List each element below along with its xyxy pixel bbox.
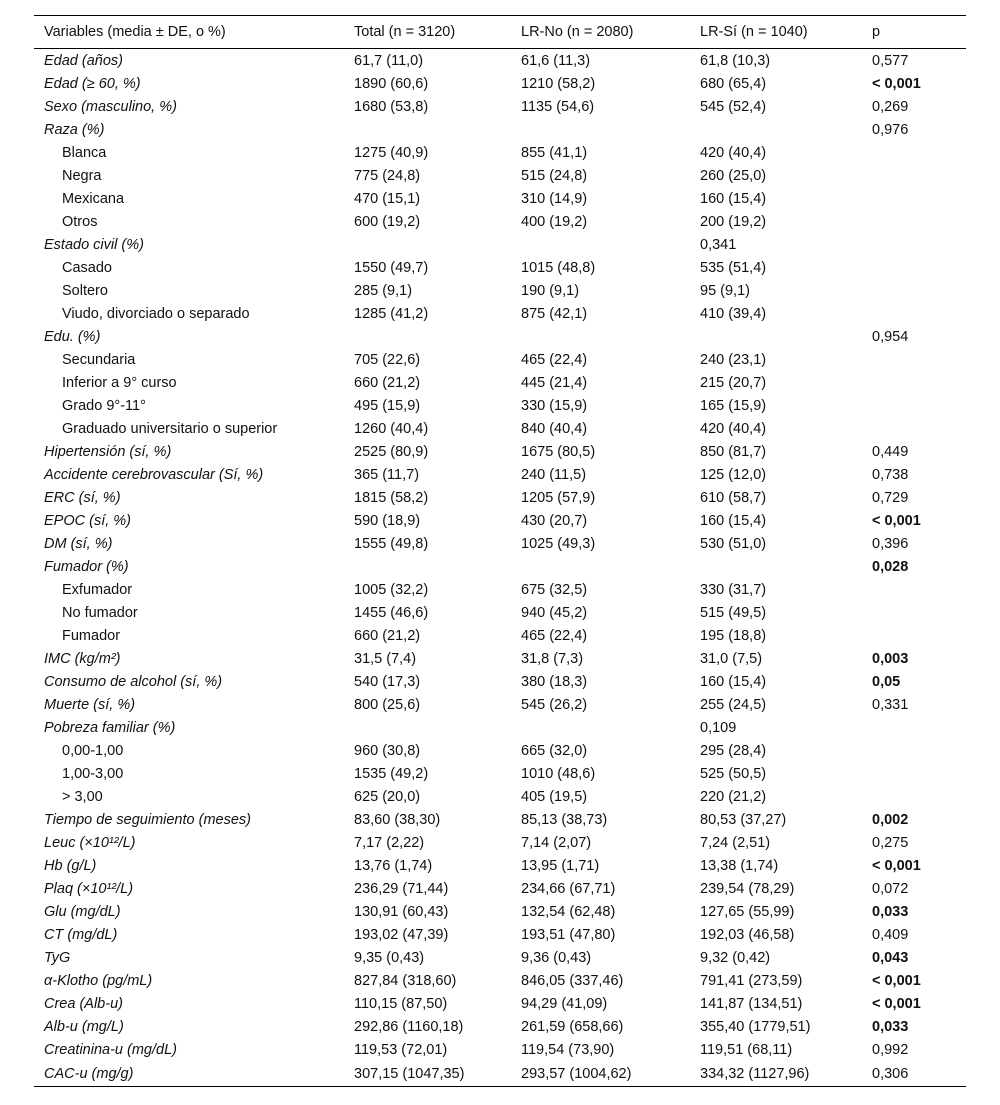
table-row [34,624,966,647]
lr-no-value: 61,6 (11,3) [521,52,591,69]
table-row [34,946,966,969]
p-value: 0,269 [872,98,909,115]
lr-no-value: 1210 (58,2) [521,75,596,92]
table-row [34,279,966,302]
lr-no-value: 405 (19,5) [521,788,588,805]
p-value: 0,05 [872,673,901,690]
total-value: 285 (9,1) [354,282,413,299]
lr-si-value: 330 (31,7) [700,581,767,598]
row-label: Grado 9°-11° [62,397,146,414]
p-value [862,624,966,647]
table-row [34,394,966,417]
p-value: 0,992 [872,1041,909,1058]
table-row [34,785,966,808]
total-value: 1275 (40,9) [354,144,429,161]
lr-si-value: 260 (25,0) [700,167,767,184]
total-value: 61,7 (11,0) [354,52,424,69]
total-value: 7,17 (2,22) [354,834,425,851]
lr-si-value: 239,54 (78,29) [700,880,795,897]
table-row [34,1015,966,1038]
row-label: Accidente cerebrovascular (Sí, %) [44,466,264,483]
p-value [862,601,966,624]
p-value [862,739,966,762]
header-lr-no: LR-No (n = 2080) [511,16,690,49]
lr-no-value: 310 (14,9) [521,190,588,207]
table-row [34,992,966,1015]
p-value: < 0,001 [872,857,921,874]
row-label: Viudo, divorciado o separado [62,305,250,322]
row-label: Edu. (%) [44,328,101,345]
lr-si-value: 127,65 (55,99) [700,903,795,920]
lr-no-value [511,118,690,141]
p-value: 0,577 [872,52,909,69]
total-value: 540 (17,3) [354,673,421,690]
lr-no-value: 380 (18,3) [521,673,588,690]
row-label: Estado civil (%) [44,236,144,253]
row-label: Creatinina-u (mg/dL) [44,1041,177,1058]
lr-no-value: 465 (22,4) [521,627,588,644]
lr-no-value: 7,14 (2,07) [521,834,592,851]
total-value: 119,53 (72,01) [354,1041,448,1058]
table-row [34,1061,966,1087]
row-label: Plaq (×10¹²/L) [44,880,134,897]
row-label: Inferior a 9° curso [62,374,177,391]
lr-no-value: 465 (22,4) [521,351,588,368]
p-value [862,164,966,187]
row-label: Pobreza familiar (%) [44,719,176,736]
table-body [34,49,966,1087]
row-label: Raza (%) [44,121,105,138]
lr-si-value: 119,51 (68,11) [700,1041,793,1058]
row-label: 0,00-1,00 [62,742,124,759]
row-label: CT (mg/dL) [44,926,118,943]
row-label: > 3,00 [62,788,103,805]
lr-si-value: 160 (15,4) [700,512,767,529]
lr-no-value: 855 (41,1) [521,144,588,161]
header-total: Total (n = 3120) [344,16,511,49]
lr-si-value: 0,341 [700,236,737,253]
lr-si-value: 165 (15,9) [700,397,767,414]
total-value: 83,60 (38,30) [354,811,441,828]
total-value: 470 (15,1) [354,190,421,207]
p-value: 0,003 [872,650,909,667]
total-value [344,716,511,739]
lr-si-value: 13,38 (1,74) [700,857,779,874]
table-row [34,808,966,831]
lr-si-value: 200 (19,2) [700,213,767,230]
p-value: 0,043 [872,949,909,966]
lr-si-value: 80,53 (37,27) [700,811,787,828]
lr-no-value: 1015 (48,8) [521,259,596,276]
lr-no-value: 445 (21,4) [521,374,588,391]
row-label: 1,00-3,00 [62,765,124,782]
lr-no-value [511,555,690,578]
lr-no-value: 193,51 (47,80) [521,926,616,943]
total-value: 193,02 (47,39) [354,926,449,943]
lr-si-value: 515 (49,5) [700,604,767,621]
row-label: Alb-u (mg/L) [44,1018,124,1035]
lr-no-value: 261,59 (658,66) [521,1018,624,1035]
p-value: 0,976 [872,121,909,138]
lr-no-value [511,233,690,256]
table-row [34,1038,966,1061]
lr-si-value [690,555,862,578]
lr-si-value: 295 (28,4) [700,742,767,759]
row-label: Consumo de alcohol (sí, %) [44,673,223,690]
lr-si-value: 9,32 (0,42) [700,949,771,966]
lr-si-value: 7,24 (2,51) [700,834,771,851]
total-value: 307,15 (1047,35) [344,1061,511,1087]
table-row [34,141,966,164]
p-value: 0,033 [872,903,909,920]
row-label: α-Klotho (pg/mL) [44,972,153,989]
p-value: 0,028 [872,558,909,575]
table-row [34,417,966,440]
table-row [34,739,966,762]
lr-si-value: 535 (51,4) [700,259,767,276]
total-value: 660 (21,2) [354,627,421,644]
table-row [34,118,966,141]
table-row [34,601,966,624]
table-row [34,555,966,578]
row-label: Muerte (sí, %) [44,696,136,713]
p-value: 0,002 [872,811,909,828]
lr-si-value: 31,0 (7,5) [700,650,763,667]
total-value: 365 (11,7) [354,466,420,483]
lr-no-value: 400 (19,2) [521,213,588,230]
p-value: 0,072 [872,880,909,897]
table-row [34,969,966,992]
lr-no-value: 1135 (54,6) [521,98,595,115]
lr-no-value: 675 (32,5) [521,581,588,598]
lr-si-value: 410 (39,4) [700,305,767,322]
row-label: Sexo (masculino, %) [44,98,177,115]
header-p: p [862,16,966,49]
total-value: 827,84 (318,60) [354,972,457,989]
total-value: 775 (24,8) [354,167,421,184]
table-row [34,923,966,946]
total-value [344,118,511,141]
lr-no-value: 94,29 (41,09) [521,995,608,1012]
row-label: Glu (mg/dL) [44,903,121,920]
lr-no-value: 430 (20,7) [521,512,588,529]
table-row [34,233,966,256]
row-label: Secundaria [62,351,136,368]
row-label: Leuc (×10¹²/L) [44,834,136,851]
header-row [34,16,966,49]
row-label: DM (sí, %) [44,535,113,552]
total-value: 1680 (53,8) [354,98,429,115]
lr-no-value: 1205 (57,9) [521,489,596,506]
row-label: Fumador (%) [44,558,129,575]
table-row [34,72,966,95]
lr-no-value: 119,54 (73,90) [521,1041,615,1058]
table-row [34,854,966,877]
total-value: 625 (20,0) [354,788,421,805]
p-value: 0,396 [872,535,909,552]
table-row [34,187,966,210]
p-value [862,417,966,440]
p-value [862,187,966,210]
lr-no-value: 940 (45,2) [521,604,588,621]
baseline-characteristics-table [34,15,966,1087]
p-value: < 0,001 [872,75,921,92]
total-value: 236,29 (71,44) [354,880,449,897]
lr-no-value: 665 (32,0) [521,742,588,759]
table-row [34,49,966,73]
lr-si-value: 160 (15,4) [700,190,767,207]
p-value: 0,738 [872,466,909,483]
lr-si-value: 791,41 (273,59) [700,972,803,989]
p-value: < 0,001 [872,995,921,1012]
total-value: 660 (21,2) [354,374,421,391]
row-label: Mexicana [62,190,125,207]
lr-si-value: 61,8 (10,3) [700,52,771,69]
table-row [34,440,966,463]
lr-no-value: 190 (9,1) [521,282,580,299]
p-value [862,785,966,808]
lr-no-value: 132,54 (62,48) [521,903,616,920]
lr-no-value: 515 (24,8) [521,167,588,184]
lr-no-value: 240 (11,5) [521,466,587,483]
p-value [862,302,966,325]
total-value [344,555,511,578]
table-row [34,762,966,785]
total-value: 590 (18,9) [354,512,421,529]
lr-si-value: 95 (9,1) [700,282,750,299]
lr-si-value: 610 (58,7) [700,489,767,506]
table-row [34,256,966,279]
total-value: 1550 (49,7) [354,259,429,276]
table-row [34,578,966,601]
p-value [862,233,966,256]
lr-si-value: 220 (21,2) [700,788,767,805]
total-value: 705 (22,6) [354,351,421,368]
table-row [34,463,966,486]
total-value: 495 (15,9) [354,397,421,414]
total-value: 1005 (32,2) [354,581,429,598]
header-variables: Variables (media ± DE, o %) [34,16,344,49]
table-row [34,302,966,325]
table-row [34,164,966,187]
lr-si-value: 0,109 [700,719,737,736]
p-value: 0,449 [872,443,909,460]
lr-si-value: 215 (20,7) [700,374,767,391]
row-label: Exfumador [62,581,133,598]
lr-si-value: 850 (81,7) [700,443,767,460]
p-value [862,371,966,394]
lr-no-value: 1675 (80,5) [521,443,596,460]
lr-si-value: 530 (51,0) [700,535,767,552]
total-value: 1285 (41,2) [354,305,429,322]
lr-no-value: 840 (40,4) [521,420,588,437]
lr-si-value [690,118,862,141]
row-label: Blanca [62,144,107,161]
p-value: 0,729 [872,489,909,506]
lr-no-value: 545 (26,2) [521,696,588,713]
total-value: 1815 (58,2) [354,489,429,506]
lr-no-value: 293,57 (1004,62) [511,1061,690,1087]
lr-no-value: 85,13 (38,73) [521,811,608,828]
total-value: 800 (25,6) [354,696,421,713]
total-value: 1535 (49,2) [354,765,429,782]
table-row [34,716,966,739]
p-value: 0,306 [862,1061,966,1087]
lr-si-value: 355,40 (1779,51) [700,1018,811,1035]
total-value: 1555 (49,8) [354,535,429,552]
total-value: 1260 (40,4) [354,420,429,437]
lr-no-value: 846,05 (337,46) [521,972,624,989]
row-label: TyG [44,949,71,966]
total-value: 31,5 (7,4) [354,650,417,667]
lr-si-value: 192,03 (46,58) [700,926,795,943]
table-row [34,371,966,394]
lr-no-value: 234,66 (67,71) [521,880,616,897]
p-value [862,578,966,601]
table-row [34,670,966,693]
lr-si-value: 195 (18,8) [700,627,767,644]
row-label: Crea (Alb-u) [44,995,123,1012]
table-row [34,486,966,509]
lr-si-value: 334,32 (1127,96) [690,1061,862,1087]
row-label: No fumador [62,604,138,621]
table-row [34,877,966,900]
row-label: Tiempo de seguimiento (meses) [44,811,251,828]
lr-si-value: 255 (24,5) [700,696,767,713]
row-label: Soltero [62,282,108,299]
row-label: EPOC (sí, %) [44,512,132,529]
lr-no-value: 13,95 (1,71) [521,857,600,874]
row-label: Fumador [62,627,121,644]
table-row [34,210,966,233]
lr-si-value: 420 (40,4) [700,420,767,437]
lr-no-value: 1010 (48,6) [521,765,596,782]
total-value: 130,91 (60,43) [354,903,449,920]
total-value: 1455 (46,6) [354,604,429,621]
p-value: 0,033 [872,1018,909,1035]
p-value [862,762,966,785]
p-value: 0,331 [872,696,909,713]
row-label: Casado [62,259,112,276]
p-value: < 0,001 [872,512,921,529]
lr-si-value: 125 (12,0) [700,466,767,483]
table-row [34,532,966,555]
total-value [344,233,511,256]
lr-si-value: 160 (15,4) [700,673,767,690]
table-row [34,900,966,923]
total-value: 9,35 (0,43) [354,949,425,966]
lr-no-value: 9,36 (0,43) [521,949,592,966]
lr-no-value: 330 (15,9) [521,397,588,414]
lr-si-value: 420 (40,4) [700,144,767,161]
header-lr-si: LR-Sí (n = 1040) [690,16,862,49]
lr-si-value: 680 (65,4) [700,75,767,92]
total-value: 13,76 (1,74) [354,857,433,874]
table-row [34,95,966,118]
total-value: 600 (19,2) [354,213,421,230]
lr-no-value: 1025 (49,3) [521,535,596,552]
total-value: 2525 (80,9) [354,443,429,460]
total-value: 292,86 (1160,18) [354,1018,464,1035]
row-label: IMC (kg/m²) [44,650,121,667]
row-label: CAC-u (mg/g) [34,1061,344,1087]
table-row [34,647,966,670]
total-value: 960 (30,8) [354,742,421,759]
lr-no-value: 31,8 (7,3) [521,650,584,667]
p-value: 0,954 [872,328,909,345]
lr-no-value: 875 (42,1) [521,305,588,322]
p-value [862,348,966,371]
table-row [34,325,966,348]
p-value: 0,275 [872,834,909,851]
total-value [344,325,511,348]
lr-si-value [690,325,862,348]
lr-si-value: 545 (52,4) [700,98,767,115]
p-value [862,256,966,279]
row-label: Graduado universitario o superior [62,420,278,437]
lr-si-value: 240 (23,1) [700,351,767,368]
row-label: Hipertensión (sí, %) [44,443,172,460]
total-value: 1890 (60,6) [354,75,429,92]
row-label: Edad (≥ 60, %) [44,75,141,92]
row-label: Otros [62,213,98,230]
p-value [862,210,966,233]
p-value: < 0,001 [872,972,921,989]
table-row [34,831,966,854]
row-label: Edad (años) [44,52,123,69]
table-row [34,693,966,716]
p-value: 0,409 [872,926,909,943]
row-label: Negra [62,167,102,184]
p-value [862,716,966,739]
lr-no-value [511,325,690,348]
table-row [34,509,966,532]
lr-si-value: 525 (50,5) [700,765,767,782]
lr-si-value: 141,87 (134,51) [700,995,803,1012]
p-value [862,394,966,417]
lr-no-value [511,716,690,739]
p-value [862,141,966,164]
row-label: ERC (sí, %) [44,489,121,506]
total-value: 110,15 (87,50) [354,995,448,1012]
table-row [34,348,966,371]
row-label: Hb (g/L) [44,857,97,874]
p-value [862,279,966,302]
